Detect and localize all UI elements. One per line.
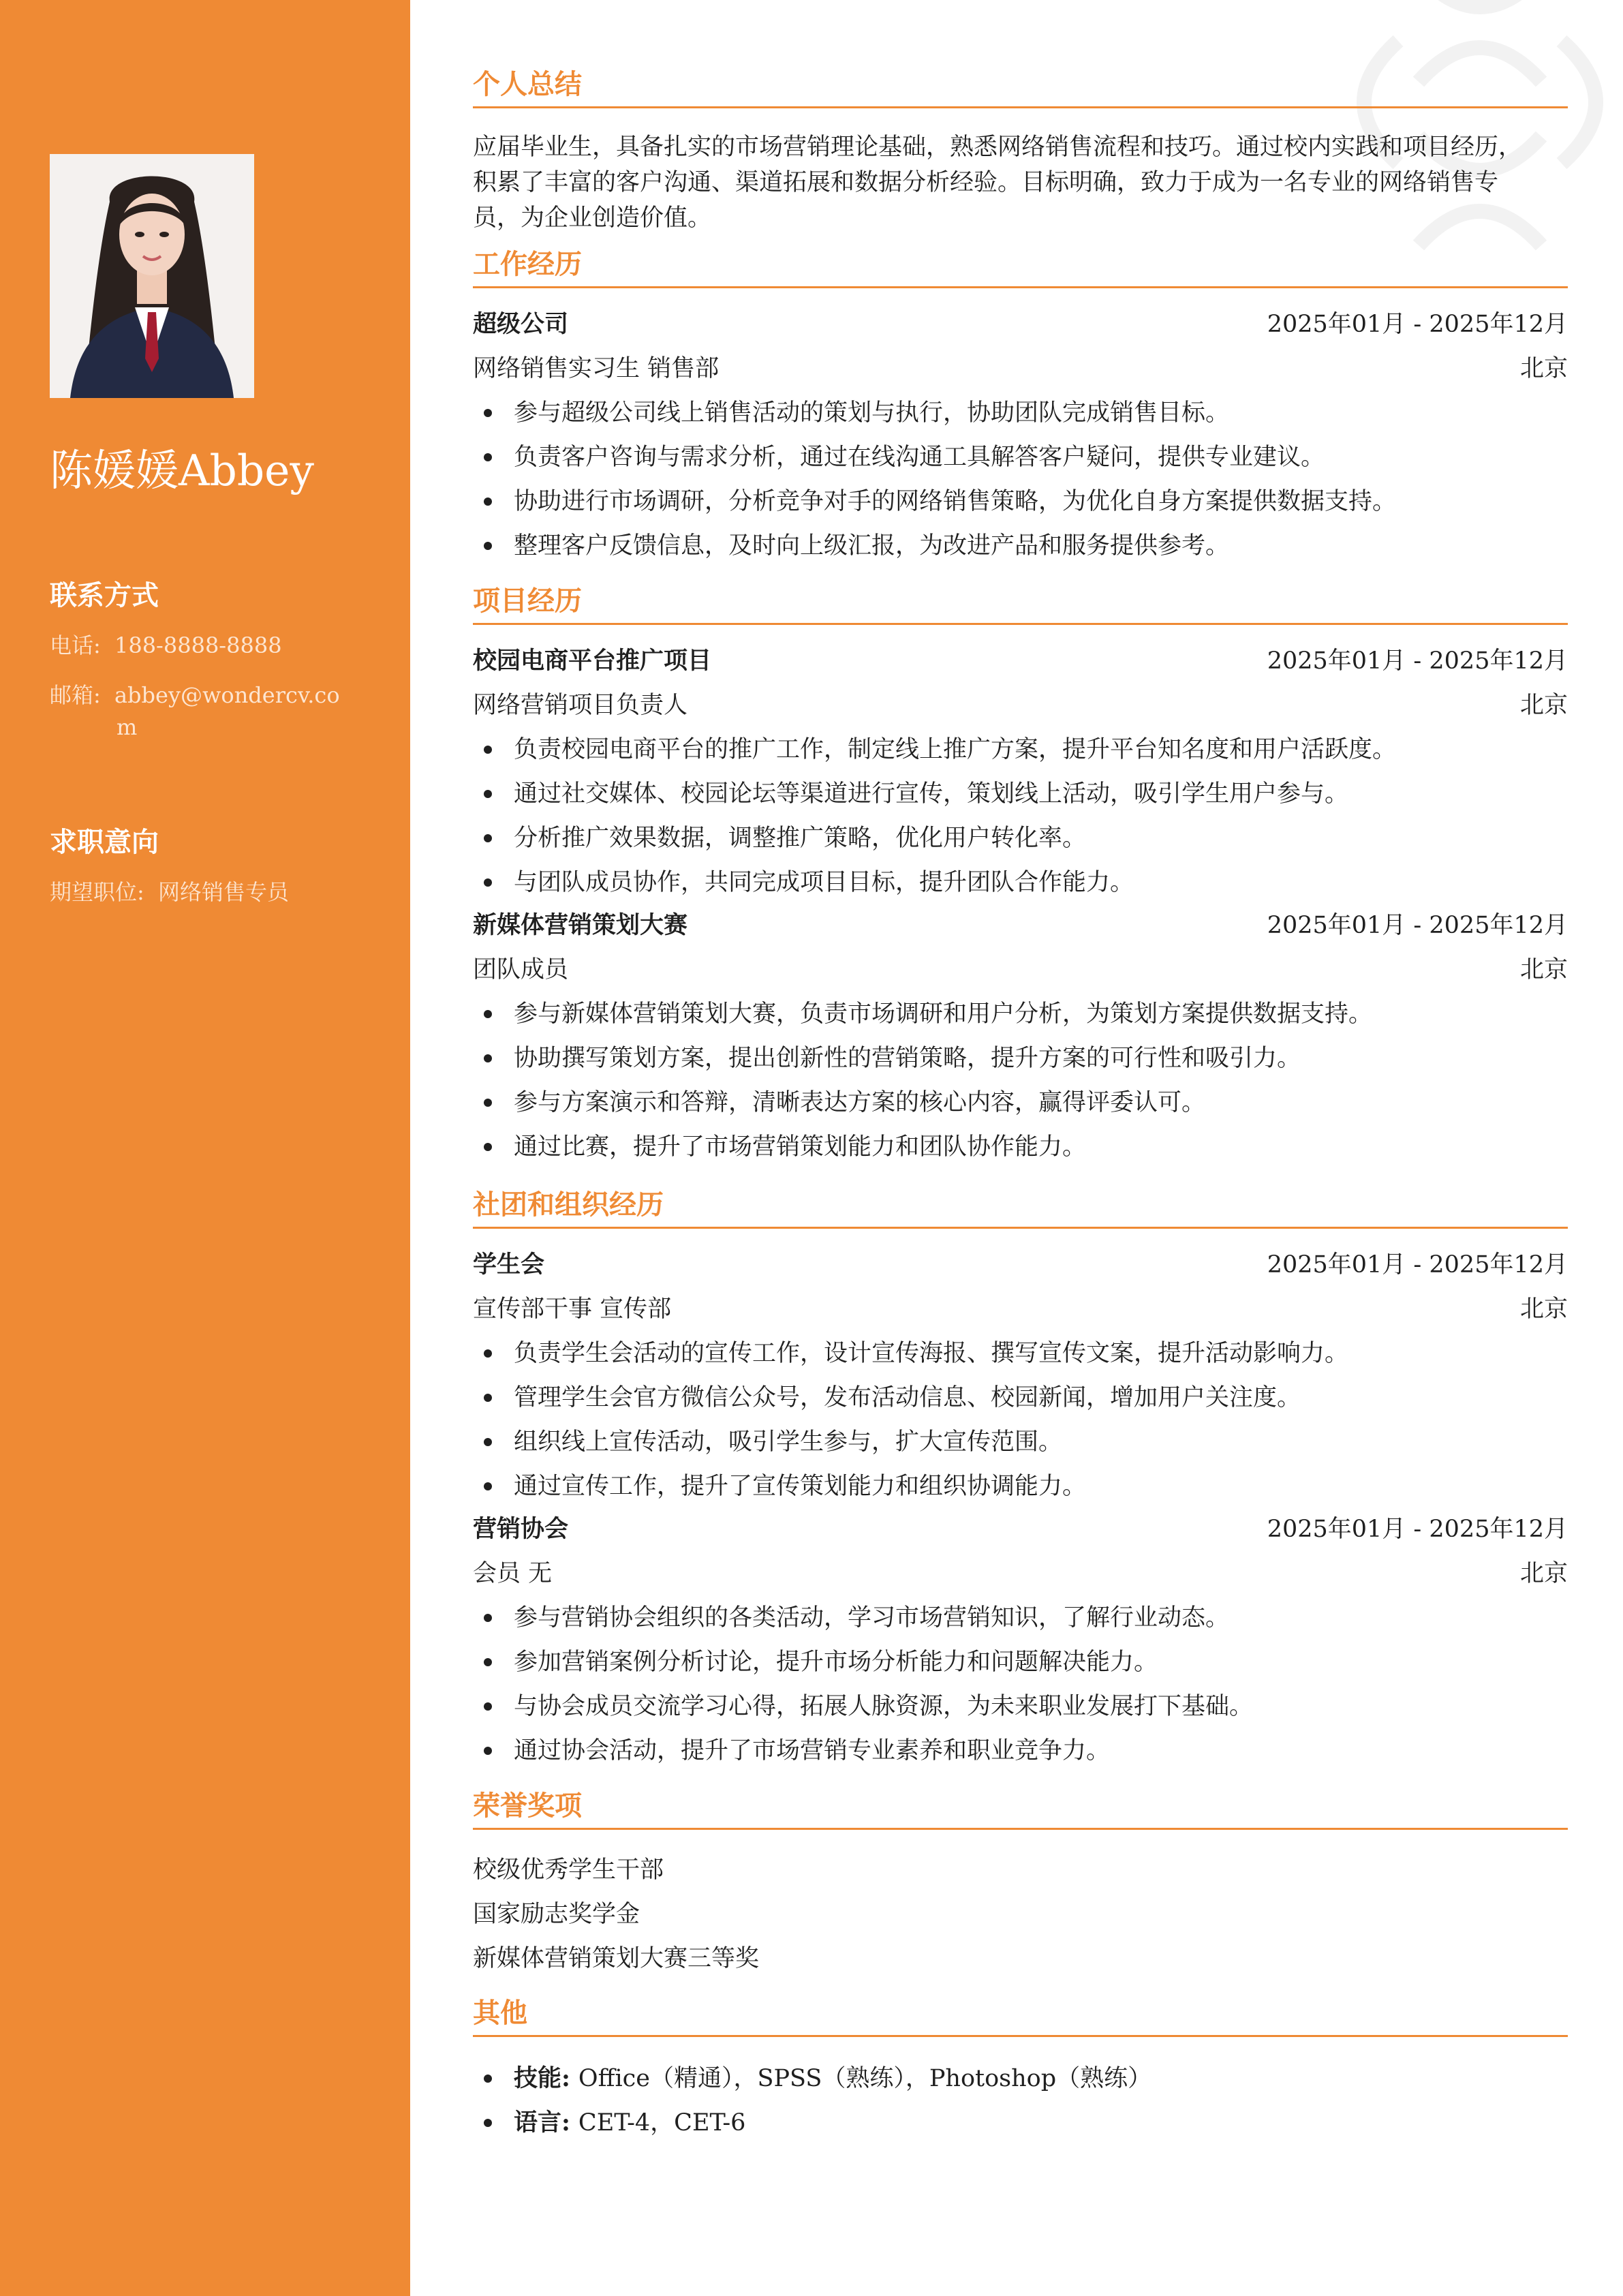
- club-header: [473, 1247, 1568, 1283]
- project-role: 网络营销项目负责人: [473, 692, 688, 719]
- list-item: [473, 1600, 1568, 1636]
- bullet-text: 参与新媒体营销策划大赛，负责市场调研和用户分析，为策划方案提供数据支持。: [514, 1000, 1373, 1028]
- bullet-text: 负责客户咨询与需求分析，通过在线沟通工具解答客户疑问，提供专业建议。: [514, 444, 1325, 471]
- bullet-text: 通过协会活动，提升了市场营销专业素养和职业竞争力。: [514, 1737, 1111, 1764]
- list-item: [473, 1424, 1568, 1460]
- intent-label: 期望职位:: [50, 879, 144, 905]
- language-value: CET-4，CET-6: [578, 2109, 746, 2137]
- bullet-text: 整理客户反馈信息，及时向上级汇报，为改进产品和服务提供参考。: [514, 532, 1230, 560]
- contact-heading: 联系方式: [50, 579, 159, 611]
- bullet-text: 参与超级公司线上销售活动的策划与执行，协助团队完成销售目标。: [514, 399, 1230, 427]
- club-date: 2025年01月 - 2025年12月: [1267, 1251, 1568, 1279]
- bullet-text: 协助撰写策划方案，提出创新性的营销策略，提升方案的可行性和吸引力。: [514, 1045, 1301, 1072]
- list-item: [473, 1469, 1568, 1504]
- project-header: [473, 908, 1568, 943]
- list-item: [473, 776, 1568, 812]
- work-rule: [473, 286, 1568, 288]
- bullet-text: 负责校园电商平台的推广工作，制定线上推广方案，提升平台知名度和用户活跃度。: [514, 736, 1397, 763]
- project-date: 2025年01月 - 2025年12月: [1267, 647, 1568, 675]
- work-heading: 工作经历: [473, 248, 582, 280]
- work-date: 2025年01月 - 2025年12月: [1267, 311, 1568, 338]
- summary-text: [473, 129, 1568, 236]
- clubs-heading: 社团和组织经历: [473, 1189, 664, 1221]
- list-item: [473, 1380, 1568, 1415]
- project-location: 北京: [1519, 692, 1568, 719]
- bullet-text: 通过宣传工作，提升了宣传策划能力和组织协调能力。: [514, 1473, 1087, 1500]
- profile-photo: [50, 154, 254, 398]
- phone-label: 电话:: [50, 632, 101, 658]
- bullet-text: 参与方案演示和答辩，清晰表达方案的核心内容，赢得评委认可。: [514, 1089, 1206, 1116]
- work-header: [473, 307, 1568, 342]
- bullet-text: 与团队成员协作，共同完成项目目标，提升团队合作能力。: [514, 869, 1134, 896]
- work-role: 网络销售实习生 销售部: [473, 355, 720, 382]
- intent-line: [50, 875, 289, 906]
- profile-name: 陈媛媛Abbey: [50, 446, 315, 495]
- summary-line: 积累了丰富的客户沟通、渠道拓展和数据分析经验。目标明确，致力于成为一名专业的网络销售专: [473, 169, 1499, 196]
- list-item: [473, 528, 1568, 564]
- intent-heading: 求职意向: [50, 826, 159, 858]
- list-item: [473, 732, 1568, 767]
- award-item: 国家励志奖学金: [473, 1901, 640, 1928]
- award-item: 校级优秀学生干部: [473, 1856, 664, 1884]
- intent-value: 网络销售专员: [157, 879, 289, 905]
- other-heading: 其他: [473, 1997, 527, 2029]
- list-item: [473, 821, 1568, 856]
- bullet-text: 参与营销协会组织的各类活动，学习市场营销知识，了解行业动态。: [514, 1604, 1230, 1632]
- list-item: [473, 1689, 1568, 1724]
- club-role-row: [473, 1291, 1568, 1327]
- project-location: 北京: [1519, 956, 1568, 983]
- award-item: 新媒体营销策划大赛三等奖: [473, 1945, 760, 1972]
- awards-heading: 荣誉奖项: [473, 1790, 582, 1822]
- skills-value: Office（精通），SPSS（熟练），Photoshop（熟练）: [578, 2065, 1152, 2092]
- list-item: [473, 1041, 1568, 1076]
- work-org: 超级公司: [473, 310, 569, 338]
- list-item: [473, 1129, 1568, 1165]
- list-item: [473, 1644, 1568, 1680]
- project-org: 新媒体营销策划大赛: [473, 911, 688, 939]
- list-item: [473, 440, 1568, 475]
- summary-line: 应届毕业生，具备扎实的市场营销理论基础，熟悉网络销售流程和技巧。通过校内实践和项目经历，: [473, 134, 1523, 161]
- work-role-row: [473, 351, 1568, 386]
- list-item: [473, 1733, 1568, 1769]
- club-header: [473, 1512, 1568, 1547]
- bullet-text: 分析推广效果数据，调整推广策略，优化用户转化率。: [514, 825, 1087, 852]
- other-rule: [473, 2035, 1568, 2037]
- projects-rule: [473, 623, 1568, 625]
- club-org: 学生会: [473, 1251, 545, 1279]
- bullet-text: 通过比赛，提升了市场营销策划能力和团队协作能力。: [514, 1133, 1087, 1161]
- club-role-row: [473, 1556, 1568, 1591]
- list-item: [473, 1085, 1568, 1120]
- list-item: [473, 996, 1568, 1032]
- club-date: 2025年01月 - 2025年12月: [1267, 1516, 1568, 1543]
- email-label: 邮箱:: [50, 682, 101, 708]
- club-location: 北京: [1519, 1296, 1568, 1323]
- awards-rule: [473, 1828, 1568, 1830]
- sidebar: [0, 0, 410, 2296]
- project-role-row: [473, 952, 1568, 988]
- project-header: [473, 643, 1568, 679]
- phone-line: [50, 628, 282, 660]
- email-address: abbey@wondercv.co: [114, 682, 340, 708]
- phone-number: 188-8888-8888: [114, 632, 282, 658]
- skills-item: [473, 2061, 1568, 2096]
- skills-label: 技能:: [514, 2064, 570, 2092]
- club-role: 宣传部干事 宣传部: [473, 1296, 672, 1323]
- bullet-text: 与协会成员交流学习心得，拓展人脉资源，为未来职业发展打下基础。: [514, 1693, 1254, 1720]
- list-item: [473, 484, 1568, 519]
- club-location: 北京: [1519, 1560, 1568, 1587]
- language-label: 语言:: [514, 2109, 570, 2137]
- summary-line: 员，为企业创造价值。: [473, 204, 712, 232]
- list-item: [473, 1336, 1568, 1371]
- clubs-rule: [473, 1227, 1568, 1229]
- language-item: [473, 2105, 1568, 2141]
- bullet-text: 通过社交媒体、校园论坛等渠道进行宣传，策划线上活动，吸引学生用户参与。: [514, 780, 1349, 808]
- summary-heading: 个人总结: [473, 68, 582, 100]
- summary-rule: [473, 106, 1568, 108]
- club-role: 会员 无: [473, 1560, 553, 1587]
- work-location: 北京: [1519, 355, 1568, 382]
- club-org: 营销协会: [473, 1515, 569, 1543]
- bullet-text: 组织线上宣传活动，吸引学生参与，扩大宣传范围。: [514, 1428, 1063, 1456]
- project-role: 团队成员: [473, 956, 569, 983]
- list-item: [473, 395, 1568, 431]
- bullet-text: 管理学生会官方微信公众号，发布活动信息、校园新闻，增加用户关注度。: [514, 1384, 1301, 1411]
- bullet-text: 协助进行市场调研，分析竞争对手的网络销售策略，为优化自身方案提供数据支持。: [514, 488, 1397, 515]
- bullet-text: 参加营销案例分析讨论，提升市场分析能力和问题解决能力。: [514, 1649, 1158, 1676]
- project-org: 校园电商平台推广项目: [473, 647, 712, 675]
- list-item: [473, 865, 1568, 900]
- main-content: [473, 0, 1568, 2296]
- bullet-text: 负责学生会活动的宣传工作，设计宣传海报、撰写宣传文案，提升活动影响力。: [514, 1340, 1349, 1367]
- email-line: [50, 678, 340, 709]
- email-wrap: m: [117, 714, 138, 740]
- projects-heading: 项目经历: [473, 585, 582, 617]
- project-date: 2025年01月 - 2025年12月: [1267, 912, 1568, 939]
- project-role-row: [473, 688, 1568, 723]
